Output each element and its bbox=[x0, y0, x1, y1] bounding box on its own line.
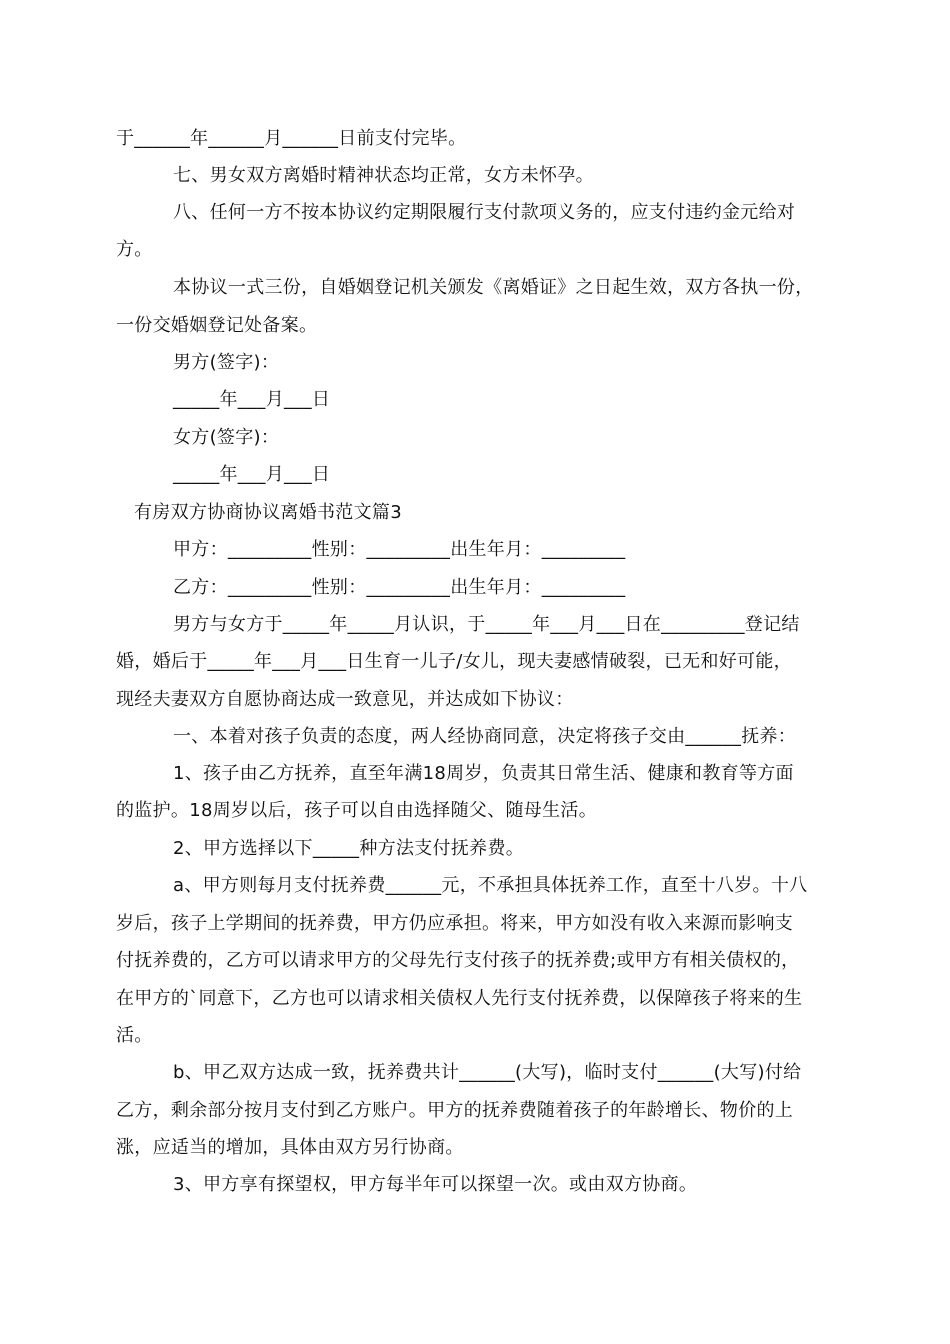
text-line: 付抚养费的，乙方可以请求甲方的父母先行支付孩子的抚养费;或甲方有相关债权的， bbox=[116, 950, 800, 971]
text-line: 于______年______月______日前支付完毕。 bbox=[116, 128, 467, 149]
section-title: 有房双方协商协议离婚书范文篇3 bbox=[134, 502, 402, 523]
text-line: 2、甲方选择以下_____种方法支付抚养费。 bbox=[173, 838, 525, 859]
text-line: 的监护。18周岁以后，孩子可以自由选择随父、随母生活。 bbox=[116, 800, 598, 821]
text-line: a、甲方则每月支付抚养费______元，不承担具体抚养工作，直至十八岁。十八 bbox=[173, 875, 808, 896]
text-line: 在甲方的`同意下，乙方也可以请求相关债权人先行支付抚养费，以保障孩子将来的生 bbox=[116, 988, 803, 1009]
date-line: _____年___月___日 bbox=[173, 389, 331, 410]
text-line: 岁后，孩子上学期间的抚养费，甲方仍应承担。将来，甲方如没有收入来源而影响支 bbox=[116, 913, 794, 934]
text-line: 现经夫妻双方自愿协商达成一致意见，并达成如下协议： bbox=[116, 689, 574, 710]
signature-label: 男方(签字)： bbox=[173, 352, 280, 373]
text-line: 活。 bbox=[116, 1025, 153, 1046]
text-line: b、甲乙双方达成一致，抚养费共计______(大写)，临时支付______(大写)付给 bbox=[173, 1062, 802, 1083]
text-line: 男方与女方于_____年_____月认识，于_____年___月___日在_________登记结 bbox=[173, 614, 800, 635]
text-line: 涨，应适当的增加，具体由双方另行协商。 bbox=[116, 1137, 464, 1158]
text-line: 一、本着对孩子负责的态度，两人经协商同意，决定将孩子交由______抚养： bbox=[173, 726, 797, 747]
date-line: _____年___月___日 bbox=[173, 464, 331, 485]
text-line: 1、孩子由乙方抚养，直至年满18周岁，负责其日常生活、健康和教育等方面 bbox=[173, 763, 794, 784]
text-line: 一份交婚姻登记处备案。 bbox=[116, 315, 318, 336]
text-line: 七、男女双方离婚时精神状态均正常，女方未怀孕。 bbox=[173, 165, 594, 186]
text-line: 乙方：_________性别：_________出生年月：_________ bbox=[173, 577, 626, 598]
text-line: 3、甲方享有探望权，甲方每半年可以探望一次。或由双方协商。 bbox=[173, 1174, 698, 1195]
text-line: 乙方，剩余部分按月支付到乙方账户。甲方的抚养费随着孩子的年龄增长、物价的上 bbox=[116, 1100, 794, 1121]
text-line: 婚，婚后于_____年___月___日生育一儿子/女儿，现夫妻感情破裂，已无和好可能， bbox=[116, 651, 792, 672]
text-line: 本协议一式三份，自婚姻登记机关颁发《离婚证》之日起生效，双方各执一份， bbox=[173, 277, 814, 298]
text-line: 方。 bbox=[116, 239, 153, 260]
text-line: 八、任何一方不按本协议约定期限履行支付款项义务的，应支付违约金元给对 bbox=[173, 202, 796, 223]
signature-label: 女方(签字)： bbox=[173, 427, 280, 448]
text-line: 甲方：_________性别：_________出生年月：_________ bbox=[173, 539, 626, 560]
